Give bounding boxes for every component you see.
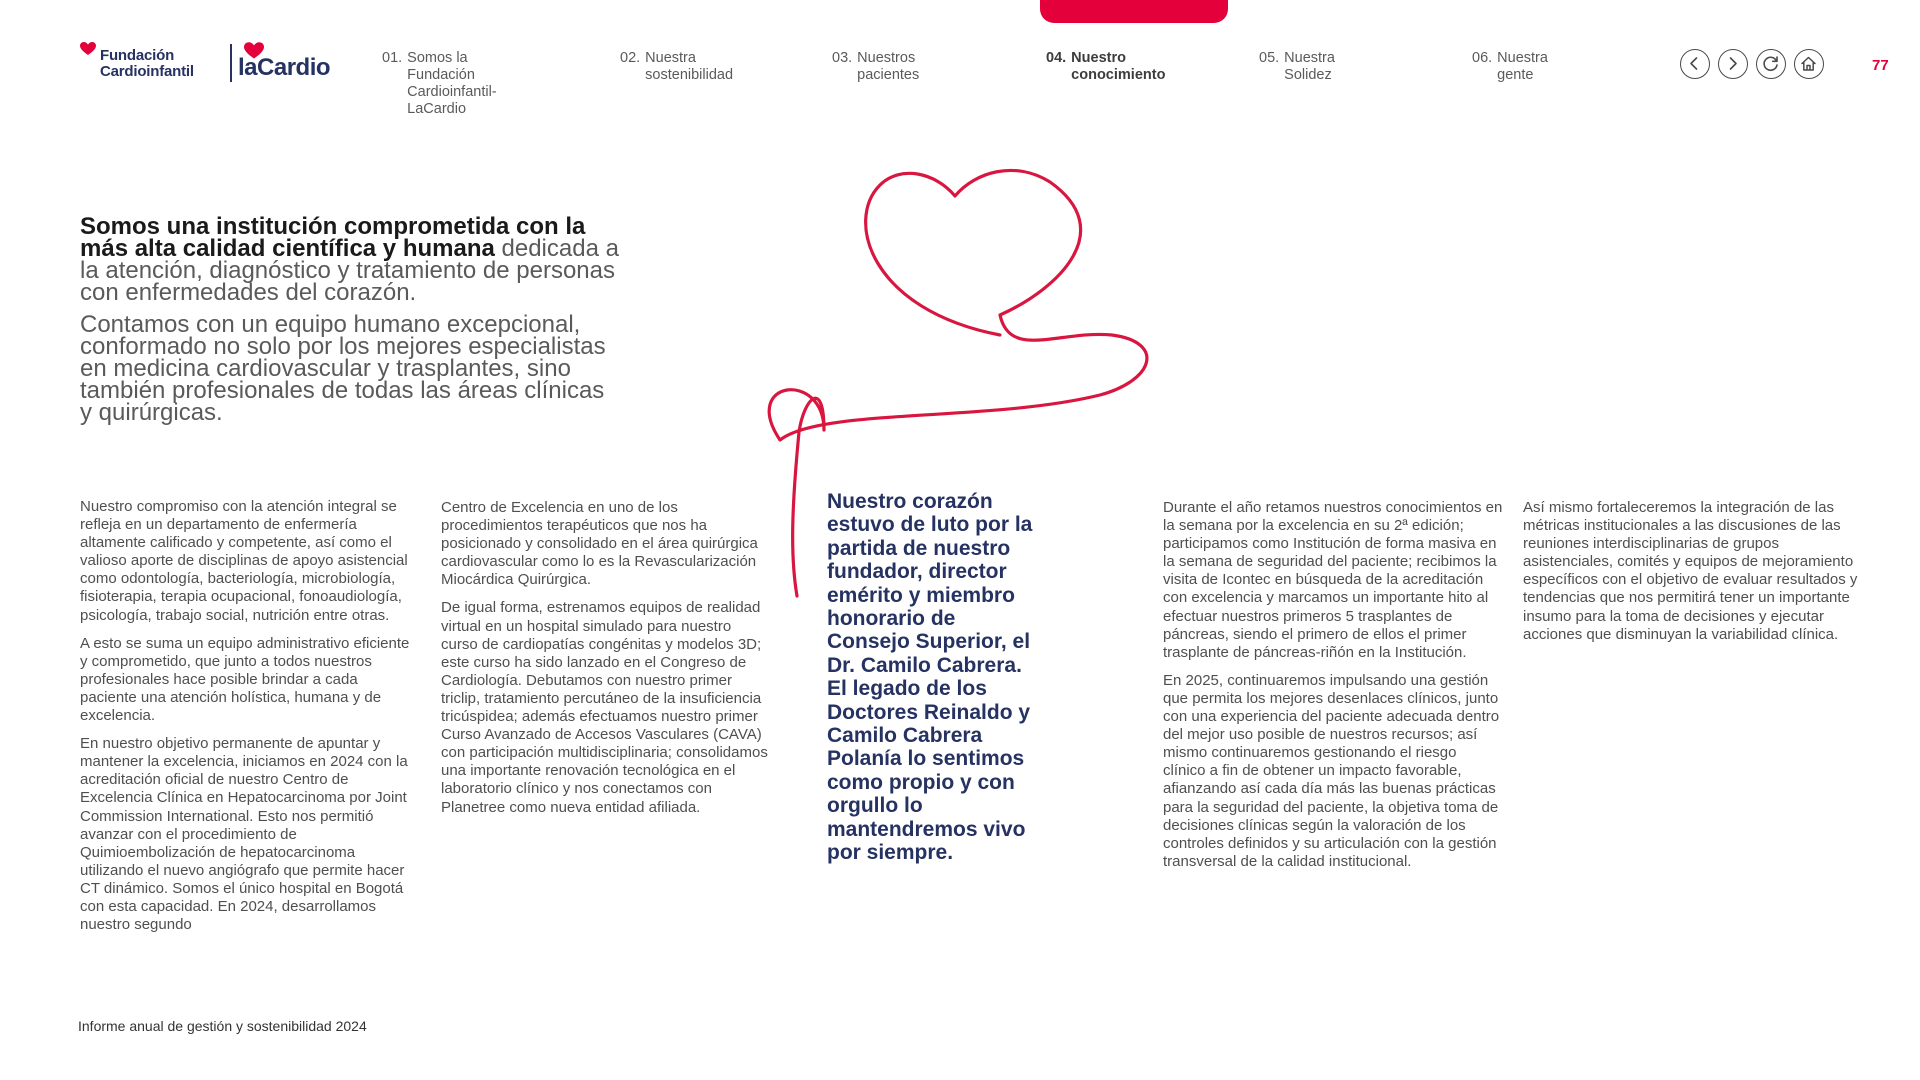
- body-paragraph: Nuestro compromiso con la atención integral se refleja en un departamento de enfermería altamente calificado y competente, así como el valioso aporte de disciplinas de apoyo asistencial como odontología, bacteriología, microbiología, fisioterapia, terapia ocupacional, fonoaudiología, psicología, trabajo social, nutrición entre otras.: [80, 498, 408, 624]
- logo-lacardio: [238, 42, 338, 86]
- body-paragraph: En nuestro objetivo permanente de apuntar y mantener la excelencia, iniciamos en 2024 con la acreditación oficial de nuestro Centro de Excelencia Clínica en Hepatocarcinoma por Joint Commission International. Esto nos permitió avanzar con el procedimiento de Quimioembolización de hepatocarcinoma utilizando el nuevo angiógrafo que permite hacer CT dinámico. Somos el único hospital en Bogotá con esta capacidad. En 2024, desarrollamos nuestro segundo: [80, 735, 408, 934]
- nav-item-label: Nuestra gente: [1497, 50, 1548, 83]
- intro-paragraph: Contamos con un equipo humano excepcional, conformado no solo por los mejores especialistas en medicina cardiovascular y trasplantes, sino también profesionales de todas las áreas clínicas y quirúrgicas.: [80, 311, 606, 426]
- next-page-button[interactable]: [1718, 49, 1748, 79]
- text-column-4: [1163, 499, 1503, 881]
- home-button[interactable]: [1794, 49, 1824, 79]
- nav-item-conocimiento[interactable]: [1046, 50, 1165, 84]
- nav-item-label: Nuestro conocimiento: [1071, 50, 1166, 83]
- nav-item-gente[interactable]: [1472, 50, 1548, 84]
- previous-page-button[interactable]: [1680, 49, 1710, 79]
- logo[interactable]: [80, 42, 330, 86]
- active-section-marker: [1040, 0, 1228, 23]
- chevron-left-icon: [1681, 50, 1708, 77]
- text-column-1: [80, 498, 416, 944]
- refresh-button[interactable]: [1756, 49, 1786, 79]
- intro-paragraph: [80, 213, 620, 306]
- text-column-5: [1523, 499, 1868, 654]
- chevron-right-icon: [1719, 50, 1746, 77]
- nav-item-number: 01.: [382, 50, 403, 66]
- text-column-2: [441, 499, 771, 827]
- intro-rest: dedicada a la atención, diagnóstico y tratamiento de personas con enfermedades del corazón.: [80, 235, 619, 306]
- tribute-quote: Nuestro corazón estuvo de luto por la partida de nuestro fundador, director emérito y miembro honorario de Consejo Superior, el Dr. Camilo Cabrera. El legado de los Doctores Reinaldo y Camilo Cabrera Polanía lo sentimos como propio y con orgullo lo mantendremos vivo por siempre.: [827, 490, 1033, 865]
- nav-item-number: 06.: [1472, 50, 1493, 66]
- body-paragraph: A esto se suma un equipo administrativo eficiente y comprometido, que junto a todos nuestros profesionales hace posible brindar a cada paciente una atención holística, humana y de excelencia.: [80, 634, 410, 725]
- nav-item-label: Somos la Fundación Cardioinfantil-LaCardio: [407, 50, 497, 117]
- logo-secondary-text: laCardio: [238, 54, 331, 81]
- body-paragraph: Durante el año retamos nuestros conocimientos en la semana por la excelencia en su 2ª edición; participamos como Institución de forma masiva en la semana de seguridad del paciente; recibimos la visita de Icontec en búsqueda de la acreditación con excelencia y marcamos un importante hito al efectuar nuestros primeros 5 trasplantes de páncreas, siendo el primero de ellos el primer trasplante de páncreas-riñón en la Institución.: [1163, 499, 1503, 661]
- report-footer: Informe anual de gestión y sostenibilidad 2024: [78, 1018, 367, 1034]
- refresh-icon: [1757, 50, 1784, 77]
- nav-item-number: 02.: [620, 50, 641, 66]
- logo-primary-text: Fundación Cardioinfantil: [100, 47, 194, 80]
- intro-highlight: Somos una institución comprometida con la más alta calidad científica y humana: [80, 213, 586, 262]
- nav-item-sostenibilidad[interactable]: [620, 50, 733, 84]
- page-number: 77: [1872, 57, 1889, 74]
- nav-item-label: Nuestros pacientes: [857, 50, 920, 83]
- nav-item-number: 05.: [1259, 50, 1280, 66]
- logo-divider: [230, 44, 232, 82]
- body-paragraph: Así mismo fortaleceremos la integración de las métricas institucionales a las discusiones de las reuniones interdisciplinarias de grupos asistenciales, comités y equipos de mejoramiento específicos con el objetivo de evaluar resultados y tendencias que nos permitirá tener un importante insumo para la toma de decisiones y ejecutar acciones que disminuyan la variabilidad clínica.: [1523, 499, 1858, 643]
- nav-item-pacientes[interactable]: [832, 50, 919, 84]
- body-paragraph: Centro de Excelencia en uno de los procedimientos terapéuticos que nos ha posicionado y consolidado en el área quirúrgica cardiovascular como lo es la Revascularización Miocárdica Quirúrgica.: [441, 499, 758, 589]
- body-paragraph: De igual forma, estrenamos equipos de realidad virtual en un hospital simulado para nuestro curso de cardiopatías congénitas y modelos 3D; este curso ha sido lanzado en el Congreso de Cardiología. Debutamos con nuestro primer triclip, tratamiento percutáneo de la insuficiencia tricúspidea; además efectuamos nuestro primer Curso Avanzado de Accesos Vasculares (CAVA) con participación multidisciplinaria; consolidamos una importante renovación tecnológica en el laboratorio clínico y nos conectamos con Planetree como nueva entidad afiliada.: [441, 599, 768, 816]
- nav-item-somos[interactable]: [382, 50, 497, 118]
- nav-item-label: Nuestra sostenibilidad: [645, 50, 734, 83]
- nav-item-number: 03.: [832, 50, 853, 66]
- nav-item-number: 04.: [1046, 50, 1067, 66]
- intro-text: [80, 213, 620, 426]
- body-paragraph: En 2025, continuaremos impulsando una gestión que permita los mejores desenlaces clínicos, junto con una experiencia del paciente adecuada dentro del mejor uso posible de nuestros recursos; así mismo continuaremos gestionando el riesgo clínico a fin de obtener un impacto favorable, afianzando así cada día más las buenas prácticas para la seguridad del paciente, la objetiva toma de decisiones clínicas según la valoración de los controles definidos y su articulación con la gestión transversal de la calidad institucional.: [1163, 671, 1500, 870]
- heart-icon: [80, 42, 96, 56]
- home-icon: [1795, 50, 1822, 77]
- nav-item-label: Nuestra Solidez: [1284, 50, 1335, 83]
- nav-item-solidez[interactable]: [1259, 50, 1335, 84]
